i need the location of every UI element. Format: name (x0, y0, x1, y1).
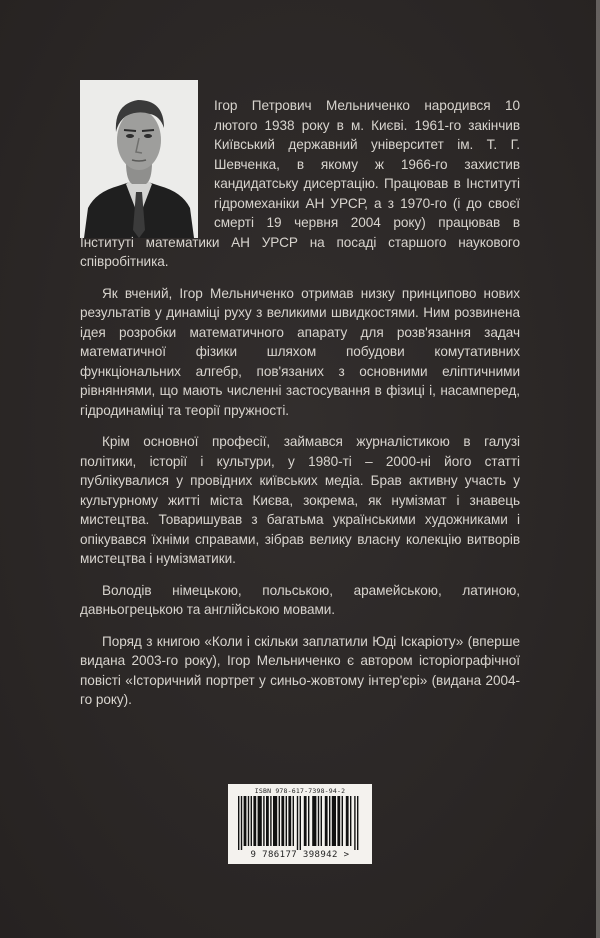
barcode-digits: 9 786177 398942 > (250, 850, 350, 860)
bio-paragraph-3: Крім основної професії, займався журналістикою в галузі політики, історії і культури, у 1980-ті – 2000-ні його статті публікувалися у провідних київських медіа. Брав активну участь у культурному житті міста Києва, зокрема, як нумізмат і знавець мистецтва. Товаришував з багатьма українськими художниками і опікувався їхніми справами, зібрав велику власну колекцію витворів мистецтва і нумізматики. (80, 434, 520, 566)
bio-paragraph-5: Поряд з книгою «Коли і скільки заплатили Юді Іскаріоту» (вперше видана 2003-го року), Ігор Мельниченко є автором історіографічної повісті «Історичний портрет у синьо-жовтому інтер'єрі» (видана 2004-го року). (80, 633, 520, 707)
barcode-bars (238, 796, 362, 850)
isbn-label: ISBN 978-617-7398-94-2 (254, 787, 346, 795)
author-biography (80, 96, 520, 722)
page-edge (596, 0, 600, 938)
bio-paragraph-2: Як вчений, Ігор Мельниченко отримав низку принципово нових результатів у динаміці руху з великими швидкостями. Ним розвинена ідея розробки математичного апарату для розв'язання задач математичної фізики шляхом побудови комутативних функціональних алгебр, пов'язаних з основними еліптичними рівняннями, що мають численні застосування в фізиці і, насамперед, гідродинаміці та теорії пружності. (80, 285, 520, 418)
portrait-spacer (80, 80, 214, 220)
bio-paragraph-1: Ігор Петрович Мельниченко народився 10 лютого 1938 року в м. Києві. 1961-го закінчив Київський державний університет ім. Т. Г. Шевченка, в якому ж 1966-го захистив кандидатську дисертацію. Працював в Інституті гідромеханіки АН УРСР, а з 1970-го (і до своєї смерті 19 червня 2004 року) працював в Інституті математики АН УРСР на посаді старшого наукового співробітника. (80, 98, 520, 269)
barcode (228, 784, 372, 864)
bio-paragraph-4: Володів німецькою, польською, арамейською, латиною, давньогрецькою та англійською мовами. (80, 582, 520, 617)
